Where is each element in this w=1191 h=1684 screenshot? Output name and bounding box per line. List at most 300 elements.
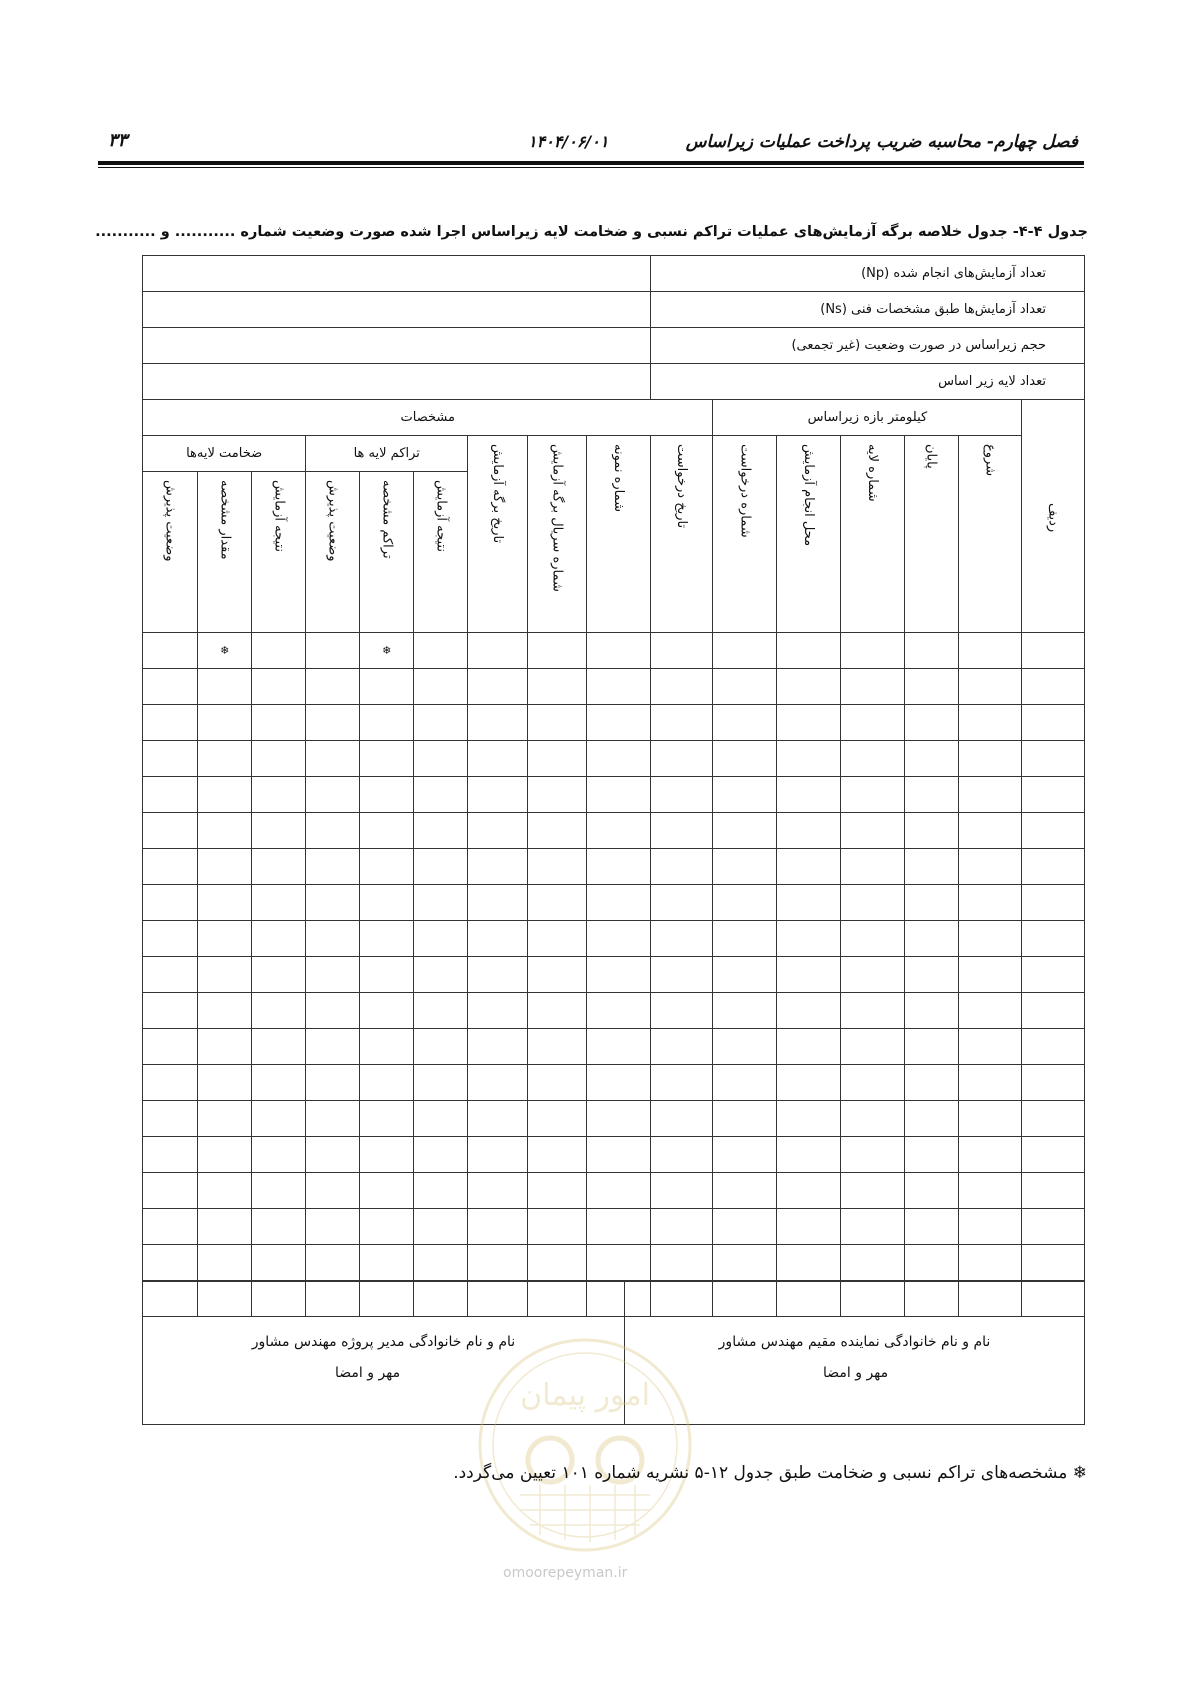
table-cell[interactable]: [713, 1209, 777, 1245]
col-density-result: نتیجه آزمایش: [414, 472, 468, 633]
table-cell[interactable]: [840, 1137, 904, 1173]
table-cell[interactable]: [527, 633, 586, 669]
table-cell[interactable]: [777, 1173, 841, 1209]
table-cell[interactable]: [468, 1209, 527, 1245]
table-cell[interactable]: [904, 777, 958, 813]
table-cell[interactable]: [958, 1209, 1022, 1245]
table-cell[interactable]: [198, 1209, 252, 1245]
table-cell[interactable]: [468, 1245, 527, 1281]
table-cell[interactable]: [904, 813, 958, 849]
table-cell[interactable]: [713, 669, 777, 705]
table-cell[interactable]: [958, 849, 1022, 885]
table-cell[interactable]: [306, 1065, 360, 1101]
table-cell[interactable]: [713, 813, 777, 849]
table-cell[interactable]: [1022, 705, 1085, 741]
table-cell[interactable]: [650, 1245, 713, 1281]
table-cell[interactable]: [587, 705, 651, 741]
table-cell[interactable]: [958, 633, 1022, 669]
table-cell[interactable]: [713, 1173, 777, 1209]
table-cell[interactable]: [958, 1137, 1022, 1173]
table-cell[interactable]: [904, 741, 958, 777]
table-cell[interactable]: [143, 633, 198, 669]
table-cell[interactable]: [587, 957, 651, 993]
resident-engineer-signature-box[interactable]: [624, 1281, 1085, 1425]
table-cell[interactable]: [252, 1209, 306, 1245]
table-cell[interactable]: [904, 1245, 958, 1281]
table-cell[interactable]: [587, 1173, 651, 1209]
table-cell[interactable]: [414, 669, 468, 705]
table-cell[interactable]: [587, 741, 651, 777]
table-cell[interactable]: [360, 669, 414, 705]
table-cell[interactable]: [650, 993, 713, 1029]
table-cell[interactable]: [198, 1101, 252, 1137]
table-cell[interactable]: [650, 1101, 713, 1137]
table-cell[interactable]: [360, 921, 414, 957]
table-cell[interactable]: [414, 921, 468, 957]
table-cell[interactable]: [587, 1137, 651, 1173]
table-cell[interactable]: [306, 1137, 360, 1173]
table-cell[interactable]: [414, 705, 468, 741]
table-cell[interactable]: [587, 1101, 651, 1137]
table-cell[interactable]: [252, 993, 306, 1029]
table-cell[interactable]: [587, 921, 651, 957]
table-cell[interactable]: [306, 741, 360, 777]
table-cell[interactable]: [143, 1101, 198, 1137]
table-cell[interactable]: [527, 1029, 586, 1065]
table-cell[interactable]: [527, 669, 586, 705]
table-cell[interactable]: [527, 1137, 586, 1173]
table-cell[interactable]: [713, 1245, 777, 1281]
table-cell[interactable]: [650, 669, 713, 705]
table-cell[interactable]: [252, 669, 306, 705]
table-cell[interactable]: [650, 849, 713, 885]
table-cell[interactable]: [527, 1173, 586, 1209]
table-cell[interactable]: [468, 1029, 527, 1065]
table-cell[interactable]: [252, 705, 306, 741]
table-cell[interactable]: [143, 957, 198, 993]
table-cell[interactable]: [713, 885, 777, 921]
table-cell[interactable]: [527, 885, 586, 921]
table-cell[interactable]: [468, 633, 527, 669]
table-cell[interactable]: [360, 1101, 414, 1137]
table-cell[interactable]: [1022, 813, 1085, 849]
table-cell[interactable]: [840, 1029, 904, 1065]
table-cell[interactable]: [306, 1101, 360, 1137]
table-cell[interactable]: [198, 849, 252, 885]
table-cell[interactable]: [306, 813, 360, 849]
table-cell[interactable]: [650, 921, 713, 957]
table-cell[interactable]: [252, 1245, 306, 1281]
table-cell[interactable]: [650, 885, 713, 921]
table-cell[interactable]: [904, 1137, 958, 1173]
table-cell[interactable]: [1022, 741, 1085, 777]
table-cell[interactable]: [587, 1029, 651, 1065]
table-cell[interactable]: [360, 1137, 414, 1173]
table-cell[interactable]: [143, 1245, 198, 1281]
table-cell[interactable]: [414, 1065, 468, 1101]
table-cell[interactable]: [527, 1101, 586, 1137]
table-cell[interactable]: [468, 1173, 527, 1209]
table-cell[interactable]: [840, 993, 904, 1029]
table-cell[interactable]: [198, 777, 252, 813]
table-cell[interactable]: [414, 1245, 468, 1281]
table-cell[interactable]: [306, 1029, 360, 1065]
table-cell[interactable]: [904, 705, 958, 741]
table-cell[interactable]: [198, 1029, 252, 1065]
table-cell[interactable]: [840, 705, 904, 741]
table-cell[interactable]: [360, 741, 414, 777]
table-cell[interactable]: [958, 1245, 1022, 1281]
table-cell[interactable]: [587, 813, 651, 849]
table-cell[interactable]: [360, 1209, 414, 1245]
table-cell[interactable]: [904, 849, 958, 885]
table-cell[interactable]: [958, 669, 1022, 705]
table-cell[interactable]: [840, 669, 904, 705]
table-cell[interactable]: [904, 885, 958, 921]
table-cell[interactable]: [360, 885, 414, 921]
table-cell[interactable]: [414, 1029, 468, 1065]
table-cell[interactable]: [650, 633, 713, 669]
table-cell[interactable]: [527, 957, 586, 993]
table-cell[interactable]: [414, 1101, 468, 1137]
table-cell[interactable]: [713, 1029, 777, 1065]
table-cell[interactable]: [904, 1209, 958, 1245]
table-cell[interactable]: [958, 1065, 1022, 1101]
table-cell[interactable]: [143, 1065, 198, 1101]
table-cell[interactable]: [777, 849, 841, 885]
table-cell[interactable]: [360, 813, 414, 849]
table-cell[interactable]: [414, 993, 468, 1029]
table-row: [143, 885, 1085, 921]
table-cell[interactable]: [650, 1065, 713, 1101]
table-cell[interactable]: [840, 813, 904, 849]
table-cell[interactable]: [958, 777, 1022, 813]
table-cell[interactable]: [414, 957, 468, 993]
table-cell[interactable]: [198, 1065, 252, 1101]
table-cell[interactable]: [198, 705, 252, 741]
table-cell[interactable]: [1022, 1209, 1085, 1245]
table-cell[interactable]: [958, 705, 1022, 741]
table-cell[interactable]: [650, 777, 713, 813]
table-cell[interactable]: [252, 1065, 306, 1101]
table-cell[interactable]: [143, 1137, 198, 1173]
table-cell[interactable]: [904, 1029, 958, 1065]
table-cell[interactable]: [252, 1173, 306, 1209]
table-cell[interactable]: [527, 705, 586, 741]
table-cell[interactable]: [198, 741, 252, 777]
table-cell[interactable]: [713, 777, 777, 813]
table-cell[interactable]: [468, 921, 527, 957]
table-cell[interactable]: [958, 993, 1022, 1029]
table-cell[interactable]: [468, 1065, 527, 1101]
table-cell[interactable]: [904, 1173, 958, 1209]
table-cell[interactable]: [306, 633, 360, 669]
table-cell[interactable]: [958, 813, 1022, 849]
table-cell[interactable]: [198, 1245, 252, 1281]
table-cell[interactable]: [1022, 1065, 1085, 1101]
table-cell[interactable]: [840, 1209, 904, 1245]
km-group-header: کیلومتر بازه زیراساس: [713, 400, 1022, 436]
table-cell[interactable]: [360, 777, 414, 813]
table-cell[interactable]: [650, 957, 713, 993]
table-cell[interactable]: [777, 669, 841, 705]
table-cell[interactable]: [1022, 1173, 1085, 1209]
summary-value[interactable]: [143, 364, 651, 400]
table-cell[interactable]: [713, 993, 777, 1029]
table-cell[interactable]: [252, 1029, 306, 1065]
table-cell[interactable]: [252, 633, 306, 669]
table-cell[interactable]: [777, 741, 841, 777]
table-cell[interactable]: [414, 1137, 468, 1173]
table-cell[interactable]: [713, 741, 777, 777]
table-cell[interactable]: [958, 1029, 1022, 1065]
table-cell[interactable]: [840, 1101, 904, 1137]
table-cell[interactable]: [143, 1209, 198, 1245]
table-cell[interactable]: [650, 1209, 713, 1245]
table-cell[interactable]: [198, 885, 252, 921]
table-cell[interactable]: [360, 1245, 414, 1281]
table-cell[interactable]: [777, 813, 841, 849]
table-cell[interactable]: [143, 921, 198, 957]
table-cell[interactable]: [587, 633, 651, 669]
table-cell[interactable]: [414, 885, 468, 921]
table-cell[interactable]: [360, 1029, 414, 1065]
table-cell[interactable]: [527, 993, 586, 1029]
table-cell[interactable]: [713, 633, 777, 669]
table-cell[interactable]: [1022, 1137, 1085, 1173]
table-cell[interactable]: [587, 777, 651, 813]
table-cell[interactable]: [306, 705, 360, 741]
table-cell[interactable]: [1022, 921, 1085, 957]
table-cell[interactable]: [306, 1209, 360, 1245]
table-cell[interactable]: [252, 957, 306, 993]
table-cell[interactable]: [777, 885, 841, 921]
table-cell[interactable]: [143, 813, 198, 849]
table-cell[interactable]: [468, 1101, 527, 1137]
summary-value[interactable]: [143, 292, 651, 328]
table-cell[interactable]: [414, 849, 468, 885]
table-cell[interactable]: [143, 1029, 198, 1065]
table-cell[interactable]: [777, 705, 841, 741]
table-cell[interactable]: [1022, 1029, 1085, 1065]
table-cell[interactable]: [904, 921, 958, 957]
table-cell[interactable]: [650, 1029, 713, 1065]
table-cell[interactable]: [252, 885, 306, 921]
table-cell[interactable]: [143, 777, 198, 813]
table-cell[interactable]: [713, 921, 777, 957]
table-cell[interactable]: [587, 1245, 651, 1281]
table-cell[interactable]: [527, 741, 586, 777]
table-cell[interactable]: [198, 669, 252, 705]
table-cell[interactable]: [904, 1101, 958, 1137]
table-cell[interactable]: [587, 1065, 651, 1101]
table-cell[interactable]: [468, 777, 527, 813]
table-cell[interactable]: [306, 1173, 360, 1209]
table-cell[interactable]: [840, 1173, 904, 1209]
table-cell[interactable]: [840, 957, 904, 993]
table-cell[interactable]: [904, 1065, 958, 1101]
table-cell[interactable]: [360, 1065, 414, 1101]
table-cell[interactable]: [527, 921, 586, 957]
table-cell[interactable]: [1022, 633, 1085, 669]
table-cell[interactable]: [306, 777, 360, 813]
table-cell[interactable]: [1022, 957, 1085, 993]
table-cell[interactable]: [252, 1137, 306, 1173]
table-cell[interactable]: [1022, 777, 1085, 813]
project-manager-signature-box[interactable]: [142, 1281, 625, 1425]
table-cell[interactable]: [360, 993, 414, 1029]
table-cell[interactable]: [252, 777, 306, 813]
table-cell[interactable]: [468, 741, 527, 777]
table-cell[interactable]: [198, 993, 252, 1029]
table-cell[interactable]: [198, 1173, 252, 1209]
table-cell[interactable]: [777, 921, 841, 957]
table-cell[interactable]: [143, 993, 198, 1029]
table-cell[interactable]: [527, 1245, 586, 1281]
table-cell[interactable]: [468, 813, 527, 849]
table-cell[interactable]: [306, 957, 360, 993]
table-cell[interactable]: [840, 1245, 904, 1281]
table-cell[interactable]: [252, 921, 306, 957]
table-cell[interactable]: [306, 921, 360, 957]
table-cell[interactable]: [1022, 885, 1085, 921]
table-cell[interactable]: [650, 705, 713, 741]
table-cell[interactable]: [777, 777, 841, 813]
table-cell[interactable]: [958, 1101, 1022, 1137]
table-cell[interactable]: [306, 669, 360, 705]
page-number: ۳۳: [108, 130, 128, 151]
table-cell[interactable]: [468, 705, 527, 741]
table-row: [143, 957, 1085, 993]
table-cell[interactable]: [587, 885, 651, 921]
table-cell[interactable]: [958, 885, 1022, 921]
table-cell[interactable]: [143, 849, 198, 885]
table-cell[interactable]: [713, 957, 777, 993]
table-cell[interactable]: [1022, 1245, 1085, 1281]
table-cell[interactable]: [252, 813, 306, 849]
summary-value[interactable]: [143, 256, 651, 292]
table-cell[interactable]: [713, 1065, 777, 1101]
table-cell[interactable]: [587, 993, 651, 1029]
table-cell[interactable]: [840, 921, 904, 957]
table-cell[interactable]: [468, 885, 527, 921]
table-cell[interactable]: [468, 957, 527, 993]
table-cell[interactable]: [360, 849, 414, 885]
table-cell[interactable]: [713, 705, 777, 741]
table-cell[interactable]: [713, 849, 777, 885]
table-cell[interactable]: [840, 633, 904, 669]
table-cell[interactable]: [252, 1101, 306, 1137]
table-cell[interactable]: [777, 1101, 841, 1137]
table-cell[interactable]: [904, 633, 958, 669]
table-cell[interactable]: [777, 993, 841, 1029]
table-cell[interactable]: [840, 849, 904, 885]
table-cell[interactable]: [306, 1245, 360, 1281]
table-cell[interactable]: [198, 813, 252, 849]
table-cell[interactable]: [958, 957, 1022, 993]
table-cell[interactable]: [198, 921, 252, 957]
table-cell[interactable]: [306, 849, 360, 885]
table-cell[interactable]: [252, 849, 306, 885]
table-cell[interactable]: [840, 741, 904, 777]
table-cell[interactable]: [414, 741, 468, 777]
table-cell[interactable]: [713, 1137, 777, 1173]
table-cell[interactable]: [198, 1137, 252, 1173]
table-cell[interactable]: [958, 741, 1022, 777]
table-cell[interactable]: [468, 993, 527, 1029]
table-cell[interactable]: [777, 1209, 841, 1245]
table-cell[interactable]: [1022, 849, 1085, 885]
table-cell[interactable]: [840, 1065, 904, 1101]
table-cell[interactable]: [306, 993, 360, 1029]
table-cell[interactable]: [777, 1029, 841, 1065]
col-thickness-acceptance: وضعیت پذیرش: [143, 472, 198, 633]
table-cell[interactable]: [650, 741, 713, 777]
table-cell[interactable]: [527, 849, 586, 885]
table-cell[interactable]: [904, 993, 958, 1029]
table-cell[interactable]: [414, 777, 468, 813]
table-cell[interactable]: [713, 1101, 777, 1137]
table-cell[interactable]: [587, 849, 651, 885]
table-cell[interactable]: [840, 885, 904, 921]
table-cell[interactable]: [468, 669, 527, 705]
table-cell[interactable]: [840, 777, 904, 813]
table-cell[interactable]: [468, 849, 527, 885]
table-cell[interactable]: [527, 1209, 586, 1245]
table-cell[interactable]: [143, 885, 198, 921]
table-cell[interactable]: [306, 885, 360, 921]
table-cell[interactable]: [414, 633, 468, 669]
table-cell[interactable]: [414, 1173, 468, 1209]
table-cell[interactable]: [143, 705, 198, 741]
table-cell[interactable]: [414, 1209, 468, 1245]
table-cell[interactable]: [527, 813, 586, 849]
table-cell[interactable]: [360, 957, 414, 993]
table-cell[interactable]: [650, 813, 713, 849]
table-cell[interactable]: [1022, 993, 1085, 1029]
table-cell[interactable]: [527, 1065, 586, 1101]
table-cell[interactable]: [777, 957, 841, 993]
table-cell[interactable]: [650, 1173, 713, 1209]
table-cell[interactable]: [527, 777, 586, 813]
table-cell[interactable]: [360, 705, 414, 741]
table-cell[interactable]: [143, 669, 198, 705]
table-cell[interactable]: [143, 1173, 198, 1209]
table-cell[interactable]: [414, 813, 468, 849]
table-cell[interactable]: [777, 633, 841, 669]
table-cell[interactable]: [650, 1137, 713, 1173]
table-cell[interactable]: [958, 1173, 1022, 1209]
table-cell[interactable]: [904, 957, 958, 993]
table-cell[interactable]: [252, 741, 306, 777]
table-cell[interactable]: [777, 1065, 841, 1101]
table-cell[interactable]: [777, 1245, 841, 1281]
table-cell[interactable]: [198, 957, 252, 993]
table-cell[interactable]: [587, 1209, 651, 1245]
col-sheet-date: تاریخ برگه آزمایش: [468, 436, 527, 633]
table-cell[interactable]: [587, 669, 651, 705]
table-cell[interactable]: [904, 669, 958, 705]
table-cell[interactable]: [958, 921, 1022, 957]
table-cell[interactable]: [777, 1137, 841, 1173]
table-cell[interactable]: [143, 741, 198, 777]
table-cell[interactable]: [1022, 1101, 1085, 1137]
summary-value[interactable]: [143, 328, 651, 364]
table-cell[interactable]: [360, 1173, 414, 1209]
table-row: [143, 1209, 1085, 1245]
table-cell[interactable]: [1022, 669, 1085, 705]
table-cell[interactable]: [468, 1137, 527, 1173]
